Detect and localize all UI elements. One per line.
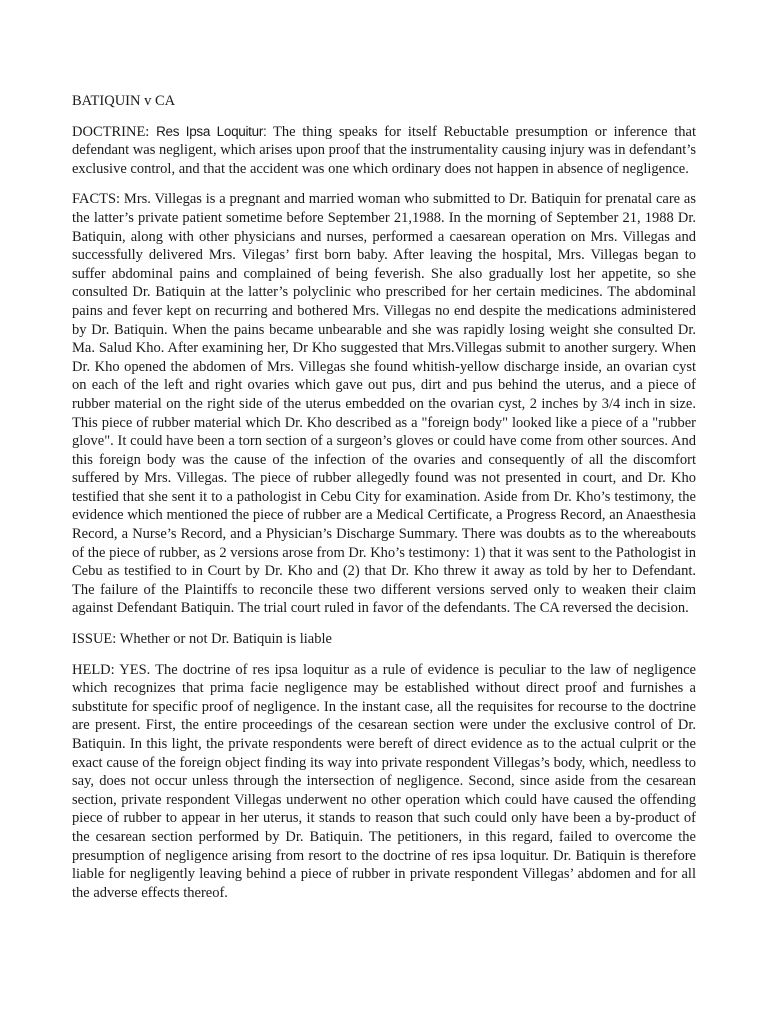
doctrine-label: DOCTRINE: [72, 123, 150, 140]
case-title [72, 92, 696, 111]
held-paragraph [72, 661, 696, 903]
held-label: HELD: [72, 661, 115, 678]
issue-text: Whether or not Dr. Batiquin is liable [119, 631, 332, 648]
doctrine-paragraph [72, 123, 696, 179]
held-text: YES. The doctrine of res ipsa loquitur as a rule of evidence is peculiar to the law of negligence which recognizes that prima facie negligence may be established without direct proof and furnishes a substitute for specific proof of negligence. In the instant case, all the requisites for recourse to the doctrine are present. First, the entire proceedings of the cesarean section were under the exclusive control of Dr. Batiquin. In this light, the private respondents were bereft of direct evidence as to the actual culprit or the exact cause of the foreign object finding its way into private respondent Villegas’s body, which, needless to say, does not occur unless through the intersection of negligence. Second, since aside from the cesarean section, private respondent Villegas underwent no other operation which could have caused the offending piece of rubber to appear in her uterus, it stands to reason that such could only have been a by-product of the cesarean section performed by Dr. Batiquin. The petitioners, in this regard, failed to overcome the presumption of negligence arising from resort to the doctrine of res ipsa loquitur. Dr. Batiquin is therefore liable for negligently leaving behind a piece of rubber in private respondent Villegas’ abdomen and for all the adverse effects thereof. [72, 661, 696, 901]
issue-paragraph [72, 630, 696, 649]
issue-label: ISSUE: [72, 631, 117, 648]
doctrine-text: The thing speaks for itself Rebuctable presumption or inference that defendant was negligent, which arises upon proof that the instrumentality causing injury was in defendant’s exclusive control, and that the accident was one which ordinary does not happen in absence of negligence. [72, 123, 697, 177]
doctrine-term: Res Ipsa Loquitur: [156, 123, 267, 139]
facts-text: Mrs. Villegas is a pregnant and married woman who submitted to Dr. Batiquin for prenatal care as the latter’s private patient sometime before September 21,1988. In the morning of September 21, 1988 Dr. Batiquin, along with other physicians and nurses, performed a caesarean operation on Mrs. Villegas and successfully delivered Mrs. Vilegas’ first born baby. After leaving the hospital, Mrs. Villegas began to suffer abdominal pains and complained of being feverish. She also gradually lost her appetite, so she consulted Dr. Batiquin at the latter’s polyclinic who prescribed for her certain medicines. The abdominal pains and fever kept on recurring and bothered Mrs. Villegas no end despite the medications administered by Dr. Batiquin. When the pains became unbearable and she was rapidly losing weight she consulted Dr. Ma. Salud Kho. After examining her, Dr Kho suggested that Mrs.Villegas submit to another surgery. When Dr. Kho opened the abdomen of Mrs. Villegas she found whitish-yellow discharge inside, an ovarian cyst on each of the left and right ovaries which gave out pus, dirt and pus behind the uterus, and a piece of rubber material on the right side of the uterus embedded on the ovarian cyst, 2 inches by 3/4 inch in size. This piece of rubber material which Dr. Kho described as a "foreign body" looked like a piece of a "rubber glove". It could have been a torn section of a surgeon’s gloves or could have come from other sources. And this foreign body was the cause of the infection of the ovaries and consequently of all the discomfort suffered by Mrs. Villegas. The piece of rubber allegedly found was not presented in court, and Dr. Kho testified that she sent it to a pathologist in Cebu City for examination. Aside from Dr. Kho’s testimony, the evidence which mentioned the piece of rubber are a Medical Certificate, a Progress Record, an Anaesthesia Record, a Nurse’s Record, and a Physician’s Discharge Summary. There was doubts as to the whereabouts of the piece of rubber, as 2 versions arose from Dr. Kho’s testimony: 1) that it was sent to the Pathologist in Cebu as testified to in Court by Dr. Kho and (2) that Dr. Kho threw it away as told by her to Defendant. The failure of the Plaintiffs to reconcile these two different versions served only to weaken their claim against Defendant Batiquin. The trial court ruled in favor of the defendants. The CA reversed the decision. [72, 191, 696, 617]
document-body [72, 92, 696, 914]
case-title-text: BATIQUIN v CA [72, 93, 176, 109]
facts-paragraph [72, 190, 696, 618]
facts-label: FACTS: [72, 191, 121, 208]
